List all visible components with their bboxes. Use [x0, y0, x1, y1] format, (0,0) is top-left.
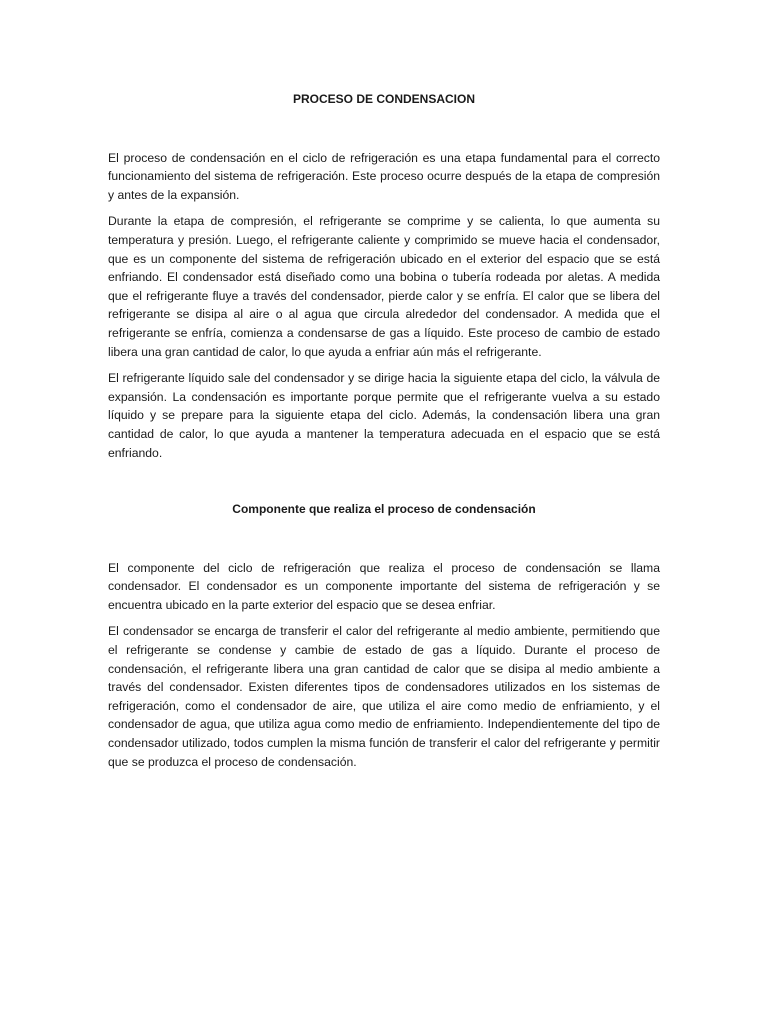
document-body — [108, 90, 660, 779]
document-title: PROCESO DE CONDENSACION — [292, 92, 476, 106]
paragraph-intro: El proceso de condensación en el ciclo de refrigeración es una etapa fundamental para el correcto funcionamiento del sistema de refrigeración. Este proceso ocurre después de la etapa de compresión y antes de la expansión. — [108, 150, 660, 202]
section-subtitle: Componente que realiza el proceso de condensación — [232, 502, 536, 517]
paragraph-condenser-function: El condensador se encarga de transferir el calor del refrigerante al medio ambiente, permitiendo que el refrigerante se condense y cambie de estado de gas a líquido. Durante el proceso de condensación, el refrigerante libera una gran cantidad de calor que se disipa al medio ambiente a través del condensador. Existen diferentes tipos de condensadores utilizados en los sistemas de refrigeración, como el condensador de aire, que utiliza el aire como medio de enfriamiento, y el condensador de agua, que utiliza agua como medio de enfriamiento. Independientemente del tipo de condensador utilizado, todos cumplen la misma función de transferir el calor del refrigerante y permitir que se produzca el proceso de condensación. — [108, 624, 660, 769]
paragraph-component: El componente del ciclo de refrigeración que realiza el proceso de condensación se llama condensador. El condensador es un componente importante del sistema de refrigeración y se encuentra ubicado en la parte exterior del espacio que se desea enfriar. — [108, 560, 660, 612]
paragraph-compression: Durante la etapa de compresión, el refrigerante se comprime y se calienta, lo que aumenta su temperatura y presión. Luego, el refrigerante caliente y comprimido se mueve hacia el condensador, que es un componente del sistema de refrigeración ubicado en el exterior del espacio que se está enfriando. El condensador está diseñado como una bobina o tubería rodeada por aletas. A medida que el refrigerante fluye a través del condensador, pierde calor y se enfría. El calor que se libera del refrigerante se disipa al aire o al agua que circula alrededor del condensador. A medida que el refrigerante se enfría, comienza a condensarse de gas a líquido. Este proceso de cambio de estado libera una gran cantidad de calor, lo que ayuda a enfriar aún más el refrigerante. — [108, 214, 660, 359]
paragraph-liquid-refrigerant: El refrigerante líquido sale del condensador y se dirige hacia la siguiente etapa del ciclo, la válvula de expansión. La condensación es importante porque permite que el refrigerante vuelva a su estado líquido y se prepare para la siguiente etapa del ciclo. Además, la condensación libera una gran cantidad de calor, lo que ayuda a mantener la temperatura adecuada en el espacio que se está enfriando. — [108, 371, 660, 460]
